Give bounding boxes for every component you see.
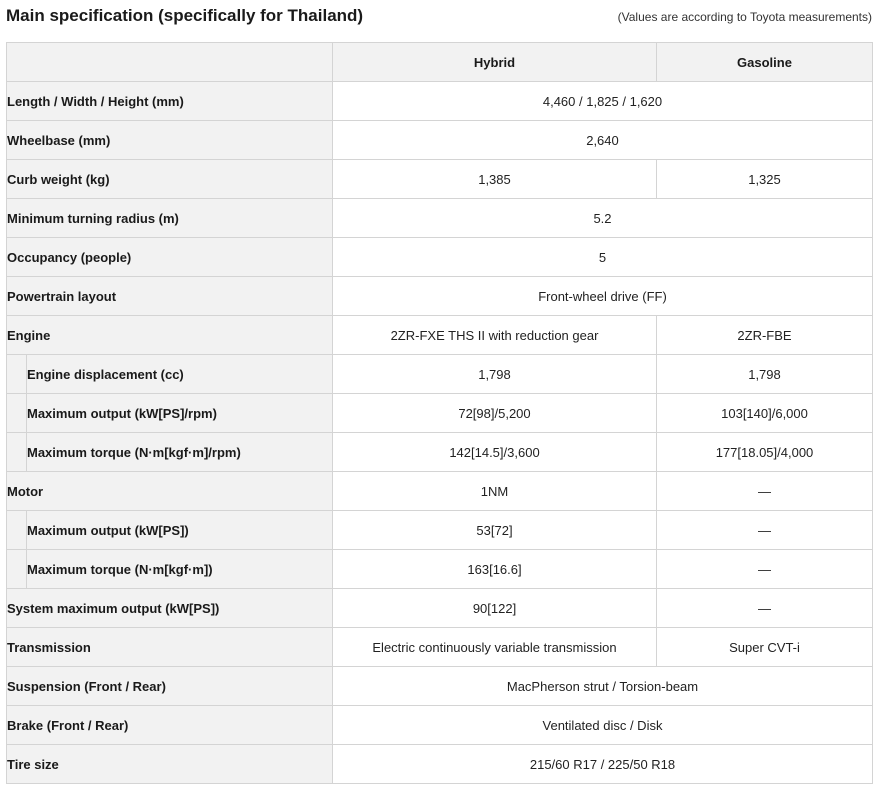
gasoline-value: — bbox=[657, 511, 873, 550]
gasoline-value: — bbox=[657, 472, 873, 511]
gasoline-value: 1,325 bbox=[657, 160, 873, 199]
measurement-note: (Values are according to Toyota measurements) bbox=[617, 10, 872, 24]
header-row bbox=[7, 43, 873, 82]
hybrid-value: 142[14.5]/3,600 bbox=[333, 433, 657, 472]
row-label: Motor bbox=[7, 472, 333, 511]
row-curb-weight bbox=[7, 160, 873, 199]
hybrid-value: 72[98]/5,200 bbox=[333, 394, 657, 433]
header-corner bbox=[7, 43, 333, 82]
row-powertrain bbox=[7, 277, 873, 316]
hybrid-value: Electric continuously variable transmission bbox=[333, 628, 657, 667]
hybrid-value: 1,385 bbox=[333, 160, 657, 199]
shared-value: 4,460 / 1,825 / 1,620 bbox=[333, 82, 873, 121]
row-engine-max-torque bbox=[7, 433, 873, 472]
shared-value: Front-wheel drive (FF) bbox=[333, 277, 873, 316]
indent-cell bbox=[7, 433, 27, 472]
row-label: Minimum turning radius (m) bbox=[7, 199, 333, 238]
gasoline-value: 177[18.05]/4,000 bbox=[657, 433, 873, 472]
hybrid-value: 163[16.6] bbox=[333, 550, 657, 589]
row-label: Occupancy (people) bbox=[7, 238, 333, 277]
gasoline-value: 103[140]/6,000 bbox=[657, 394, 873, 433]
row-brake bbox=[7, 706, 873, 745]
shared-value: Ventilated disc / Disk bbox=[333, 706, 873, 745]
shared-value: 5 bbox=[333, 238, 873, 277]
row-label: Curb weight (kg) bbox=[7, 160, 333, 199]
row-engine-max-output bbox=[7, 394, 873, 433]
hybrid-value: 53[72] bbox=[333, 511, 657, 550]
shared-value: 2,640 bbox=[333, 121, 873, 160]
row-transmission bbox=[7, 628, 873, 667]
shared-value: 215/60 R17 / 225/50 R18 bbox=[333, 745, 873, 784]
shared-value: 5.2 bbox=[333, 199, 873, 238]
row-engine-displacement bbox=[7, 355, 873, 394]
row-label: Engine bbox=[7, 316, 333, 355]
row-occupancy bbox=[7, 238, 873, 277]
indent-cell bbox=[7, 355, 27, 394]
row-sublabel: Maximum torque (N·m[kgf·m]) bbox=[27, 550, 333, 589]
row-suspension bbox=[7, 667, 873, 706]
row-label: Tire size bbox=[7, 745, 333, 784]
indent-cell bbox=[7, 394, 27, 433]
page-header bbox=[0, 0, 886, 42]
gasoline-value: — bbox=[657, 589, 873, 628]
indent-cell bbox=[7, 550, 27, 589]
row-motor-max-torque bbox=[7, 550, 873, 589]
row-motor bbox=[7, 472, 873, 511]
indent-cell bbox=[7, 511, 27, 550]
row-motor-max-output bbox=[7, 511, 873, 550]
col-header-gasoline: Gasoline bbox=[657, 43, 873, 82]
row-sublabel: Maximum torque (N·m[kgf·m]/rpm) bbox=[27, 433, 333, 472]
gasoline-value: — bbox=[657, 550, 873, 589]
row-tire-size bbox=[7, 745, 873, 784]
hybrid-value: 2ZR-FXE THS II with reduction gear bbox=[333, 316, 657, 355]
row-sublabel: Maximum output (kW[PS]) bbox=[27, 511, 333, 550]
gasoline-value: Super CVT-i bbox=[657, 628, 873, 667]
row-label: Transmission bbox=[7, 628, 333, 667]
row-label: Suspension (Front / Rear) bbox=[7, 667, 333, 706]
row-label: Brake (Front / Rear) bbox=[7, 706, 333, 745]
row-dimensions bbox=[7, 82, 873, 121]
col-header-hybrid: Hybrid bbox=[333, 43, 657, 82]
gasoline-value: 2ZR-FBE bbox=[657, 316, 873, 355]
row-label: Length / Width / Height (mm) bbox=[7, 82, 333, 121]
gasoline-value: 1,798 bbox=[657, 355, 873, 394]
hybrid-value: 1,798 bbox=[333, 355, 657, 394]
hybrid-value: 1NM bbox=[333, 472, 657, 511]
shared-value: MacPherson strut / Torsion-beam bbox=[333, 667, 873, 706]
row-sublabel: Engine displacement (cc) bbox=[27, 355, 333, 394]
row-label: Powertrain layout bbox=[7, 277, 333, 316]
row-system-max-output bbox=[7, 589, 873, 628]
row-label: Wheelbase (mm) bbox=[7, 121, 333, 160]
row-engine bbox=[7, 316, 873, 355]
row-label: System maximum output (kW[PS]) bbox=[7, 589, 333, 628]
page-title: Main specification (specifically for Thailand) bbox=[6, 6, 364, 25]
row-turning-radius bbox=[7, 199, 873, 238]
row-sublabel: Maximum output (kW[PS]/rpm) bbox=[27, 394, 333, 433]
spec-table bbox=[6, 42, 873, 784]
hybrid-value: 90[122] bbox=[333, 589, 657, 628]
row-wheelbase bbox=[7, 121, 873, 160]
